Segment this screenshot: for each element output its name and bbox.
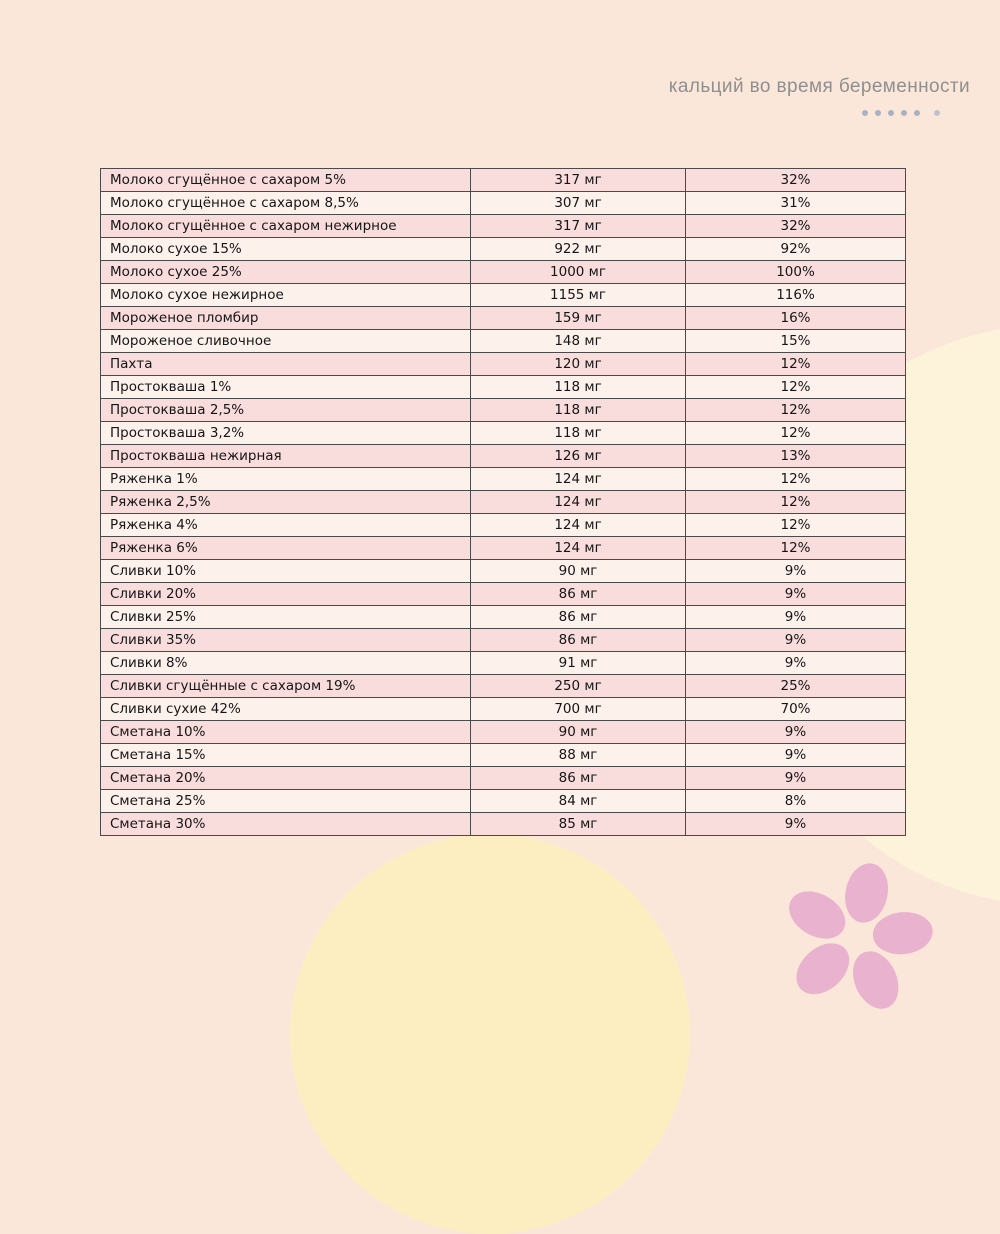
calcium-percent-cell: 12% [686, 537, 906, 560]
calcium-mg-cell: 88 мг [471, 744, 686, 767]
calcium-mg-cell: 307 мг [471, 192, 686, 215]
table-row [101, 261, 906, 284]
calcium-mg-cell: 90 мг [471, 560, 686, 583]
dot-icon [862, 110, 868, 116]
calcium-mg-cell: 148 мг [471, 330, 686, 353]
product-name-cell: Сметана 10% [101, 721, 471, 744]
table-row [101, 813, 906, 836]
product-name-cell: Ряженка 1% [101, 468, 471, 491]
calcium-mg-cell: 124 мг [471, 468, 686, 491]
calcium-percent-cell: 13% [686, 445, 906, 468]
calcium-percent-cell: 116% [686, 284, 906, 307]
dot-icon [901, 110, 907, 116]
calcium-percent-cell: 100% [686, 261, 906, 284]
table-row [101, 675, 906, 698]
decor-circle-bottom [290, 834, 690, 1234]
calcium-mg-cell: 250 мг [471, 675, 686, 698]
table-row [101, 767, 906, 790]
dot-icon [914, 110, 920, 116]
product-name-cell: Простокваша 2,5% [101, 399, 471, 422]
table-row [101, 422, 906, 445]
table-row [101, 698, 906, 721]
calcium-percent-cell: 12% [686, 399, 906, 422]
product-name-cell: Сливки 10% [101, 560, 471, 583]
product-name-cell: Сливки 8% [101, 652, 471, 675]
table-row [101, 514, 906, 537]
table-row [101, 284, 906, 307]
product-name-cell: Сметана 30% [101, 813, 471, 836]
calcium-percent-cell: 92% [686, 238, 906, 261]
calcium-percent-cell: 12% [686, 353, 906, 376]
flower-icon [772, 853, 942, 1023]
calcium-percent-cell: 9% [686, 767, 906, 790]
table-row [101, 491, 906, 514]
product-name-cell: Ряженка 6% [101, 537, 471, 560]
calcium-mg-cell: 86 мг [471, 606, 686, 629]
table-row [101, 468, 906, 491]
calcium-mg-cell: 159 мг [471, 307, 686, 330]
table-row [101, 307, 906, 330]
product-name-cell: Сливки 25% [101, 606, 471, 629]
product-name-cell: Сливки 20% [101, 583, 471, 606]
table-row [101, 606, 906, 629]
product-name-cell: Сметана 25% [101, 790, 471, 813]
table-row [101, 583, 906, 606]
pagination-dots [862, 110, 940, 116]
table-row [101, 330, 906, 353]
dot-icon [888, 110, 894, 116]
product-name-cell: Простокваша 1% [101, 376, 471, 399]
product-name-cell: Пахта [101, 353, 471, 376]
calcium-percent-cell: 9% [686, 583, 906, 606]
calcium-percent-cell: 9% [686, 606, 906, 629]
product-name-cell: Сметана 15% [101, 744, 471, 767]
dot-icon [875, 110, 881, 116]
calcium-percent-cell: 9% [686, 721, 906, 744]
product-name-cell: Молоко сухое 15% [101, 238, 471, 261]
calcium-mg-cell: 317 мг [471, 215, 686, 238]
calcium-percent-cell: 9% [686, 652, 906, 675]
product-name-cell: Сливки 35% [101, 629, 471, 652]
calcium-mg-cell: 86 мг [471, 583, 686, 606]
table-row [101, 445, 906, 468]
calcium-percent-cell: 32% [686, 169, 906, 192]
product-name-cell: Мороженое пломбир [101, 307, 471, 330]
calcium-mg-cell: 124 мг [471, 514, 686, 537]
calcium-mg-cell: 86 мг [471, 767, 686, 790]
table-row [101, 376, 906, 399]
calcium-percent-cell: 8% [686, 790, 906, 813]
calcium-percent-cell: 15% [686, 330, 906, 353]
product-name-cell: Сливки сгущённые с сахаром 19% [101, 675, 471, 698]
calcium-mg-cell: 1155 мг [471, 284, 686, 307]
product-name-cell: Простокваша нежирная [101, 445, 471, 468]
table-row [101, 215, 906, 238]
table-row [101, 744, 906, 767]
calcium-percent-cell: 9% [686, 560, 906, 583]
calcium-mg-cell: 126 мг [471, 445, 686, 468]
product-name-cell: Молоко сухое нежирное [101, 284, 471, 307]
calcium-percent-cell: 12% [686, 376, 906, 399]
table-row [101, 560, 906, 583]
calcium-table-wrapper [100, 168, 906, 836]
product-name-cell: Сливки сухие 42% [101, 698, 471, 721]
table-row [101, 192, 906, 215]
calcium-mg-cell: 86 мг [471, 629, 686, 652]
product-name-cell: Молоко сухое 25% [101, 261, 471, 284]
calcium-percent-cell: 12% [686, 514, 906, 537]
product-name-cell: Мороженое сливочное [101, 330, 471, 353]
calcium-mg-cell: 317 мг [471, 169, 686, 192]
calcium-mg-cell: 91 мг [471, 652, 686, 675]
calcium-mg-cell: 124 мг [471, 491, 686, 514]
table-row [101, 629, 906, 652]
product-name-cell: Молоко сгущённое с сахаром нежирное [101, 215, 471, 238]
calcium-mg-cell: 124 мг [471, 537, 686, 560]
table-row [101, 399, 906, 422]
calcium-percent-cell: 70% [686, 698, 906, 721]
calcium-mg-cell: 85 мг [471, 813, 686, 836]
calcium-percent-cell: 12% [686, 422, 906, 445]
calcium-mg-cell: 118 мг [471, 422, 686, 445]
calcium-percent-cell: 12% [686, 491, 906, 514]
calcium-mg-cell: 118 мг [471, 399, 686, 422]
calcium-percent-cell: 25% [686, 675, 906, 698]
table-row [101, 790, 906, 813]
calcium-percent-cell: 9% [686, 629, 906, 652]
page-title: кальций во время беременности [668, 76, 970, 97]
table-row [101, 353, 906, 376]
product-name-cell: Ряженка 4% [101, 514, 471, 537]
calcium-percent-cell: 32% [686, 215, 906, 238]
calcium-mg-cell: 84 мг [471, 790, 686, 813]
calcium-table [100, 168, 906, 836]
product-name-cell: Ряженка 2,5% [101, 491, 471, 514]
calcium-mg-cell: 90 мг [471, 721, 686, 744]
calcium-percent-cell: 12% [686, 468, 906, 491]
calcium-mg-cell: 120 мг [471, 353, 686, 376]
calcium-mg-cell: 118 мг [471, 376, 686, 399]
dot-icon [934, 110, 940, 116]
calcium-percent-cell: 31% [686, 192, 906, 215]
table-row [101, 721, 906, 744]
product-name-cell: Молоко сгущённое с сахаром 8,5% [101, 192, 471, 215]
calcium-mg-cell: 922 мг [471, 238, 686, 261]
calcium-percent-cell: 9% [686, 813, 906, 836]
table-row [101, 169, 906, 192]
product-name-cell: Молоко сгущённое с сахаром 5% [101, 169, 471, 192]
table-row [101, 238, 906, 261]
calcium-mg-cell: 1000 мг [471, 261, 686, 284]
product-name-cell: Простокваша 3,2% [101, 422, 471, 445]
table-row [101, 537, 906, 560]
calcium-percent-cell: 9% [686, 744, 906, 767]
table-row [101, 652, 906, 675]
calcium-mg-cell: 700 мг [471, 698, 686, 721]
calcium-percent-cell: 16% [686, 307, 906, 330]
product-name-cell: Сметана 20% [101, 767, 471, 790]
